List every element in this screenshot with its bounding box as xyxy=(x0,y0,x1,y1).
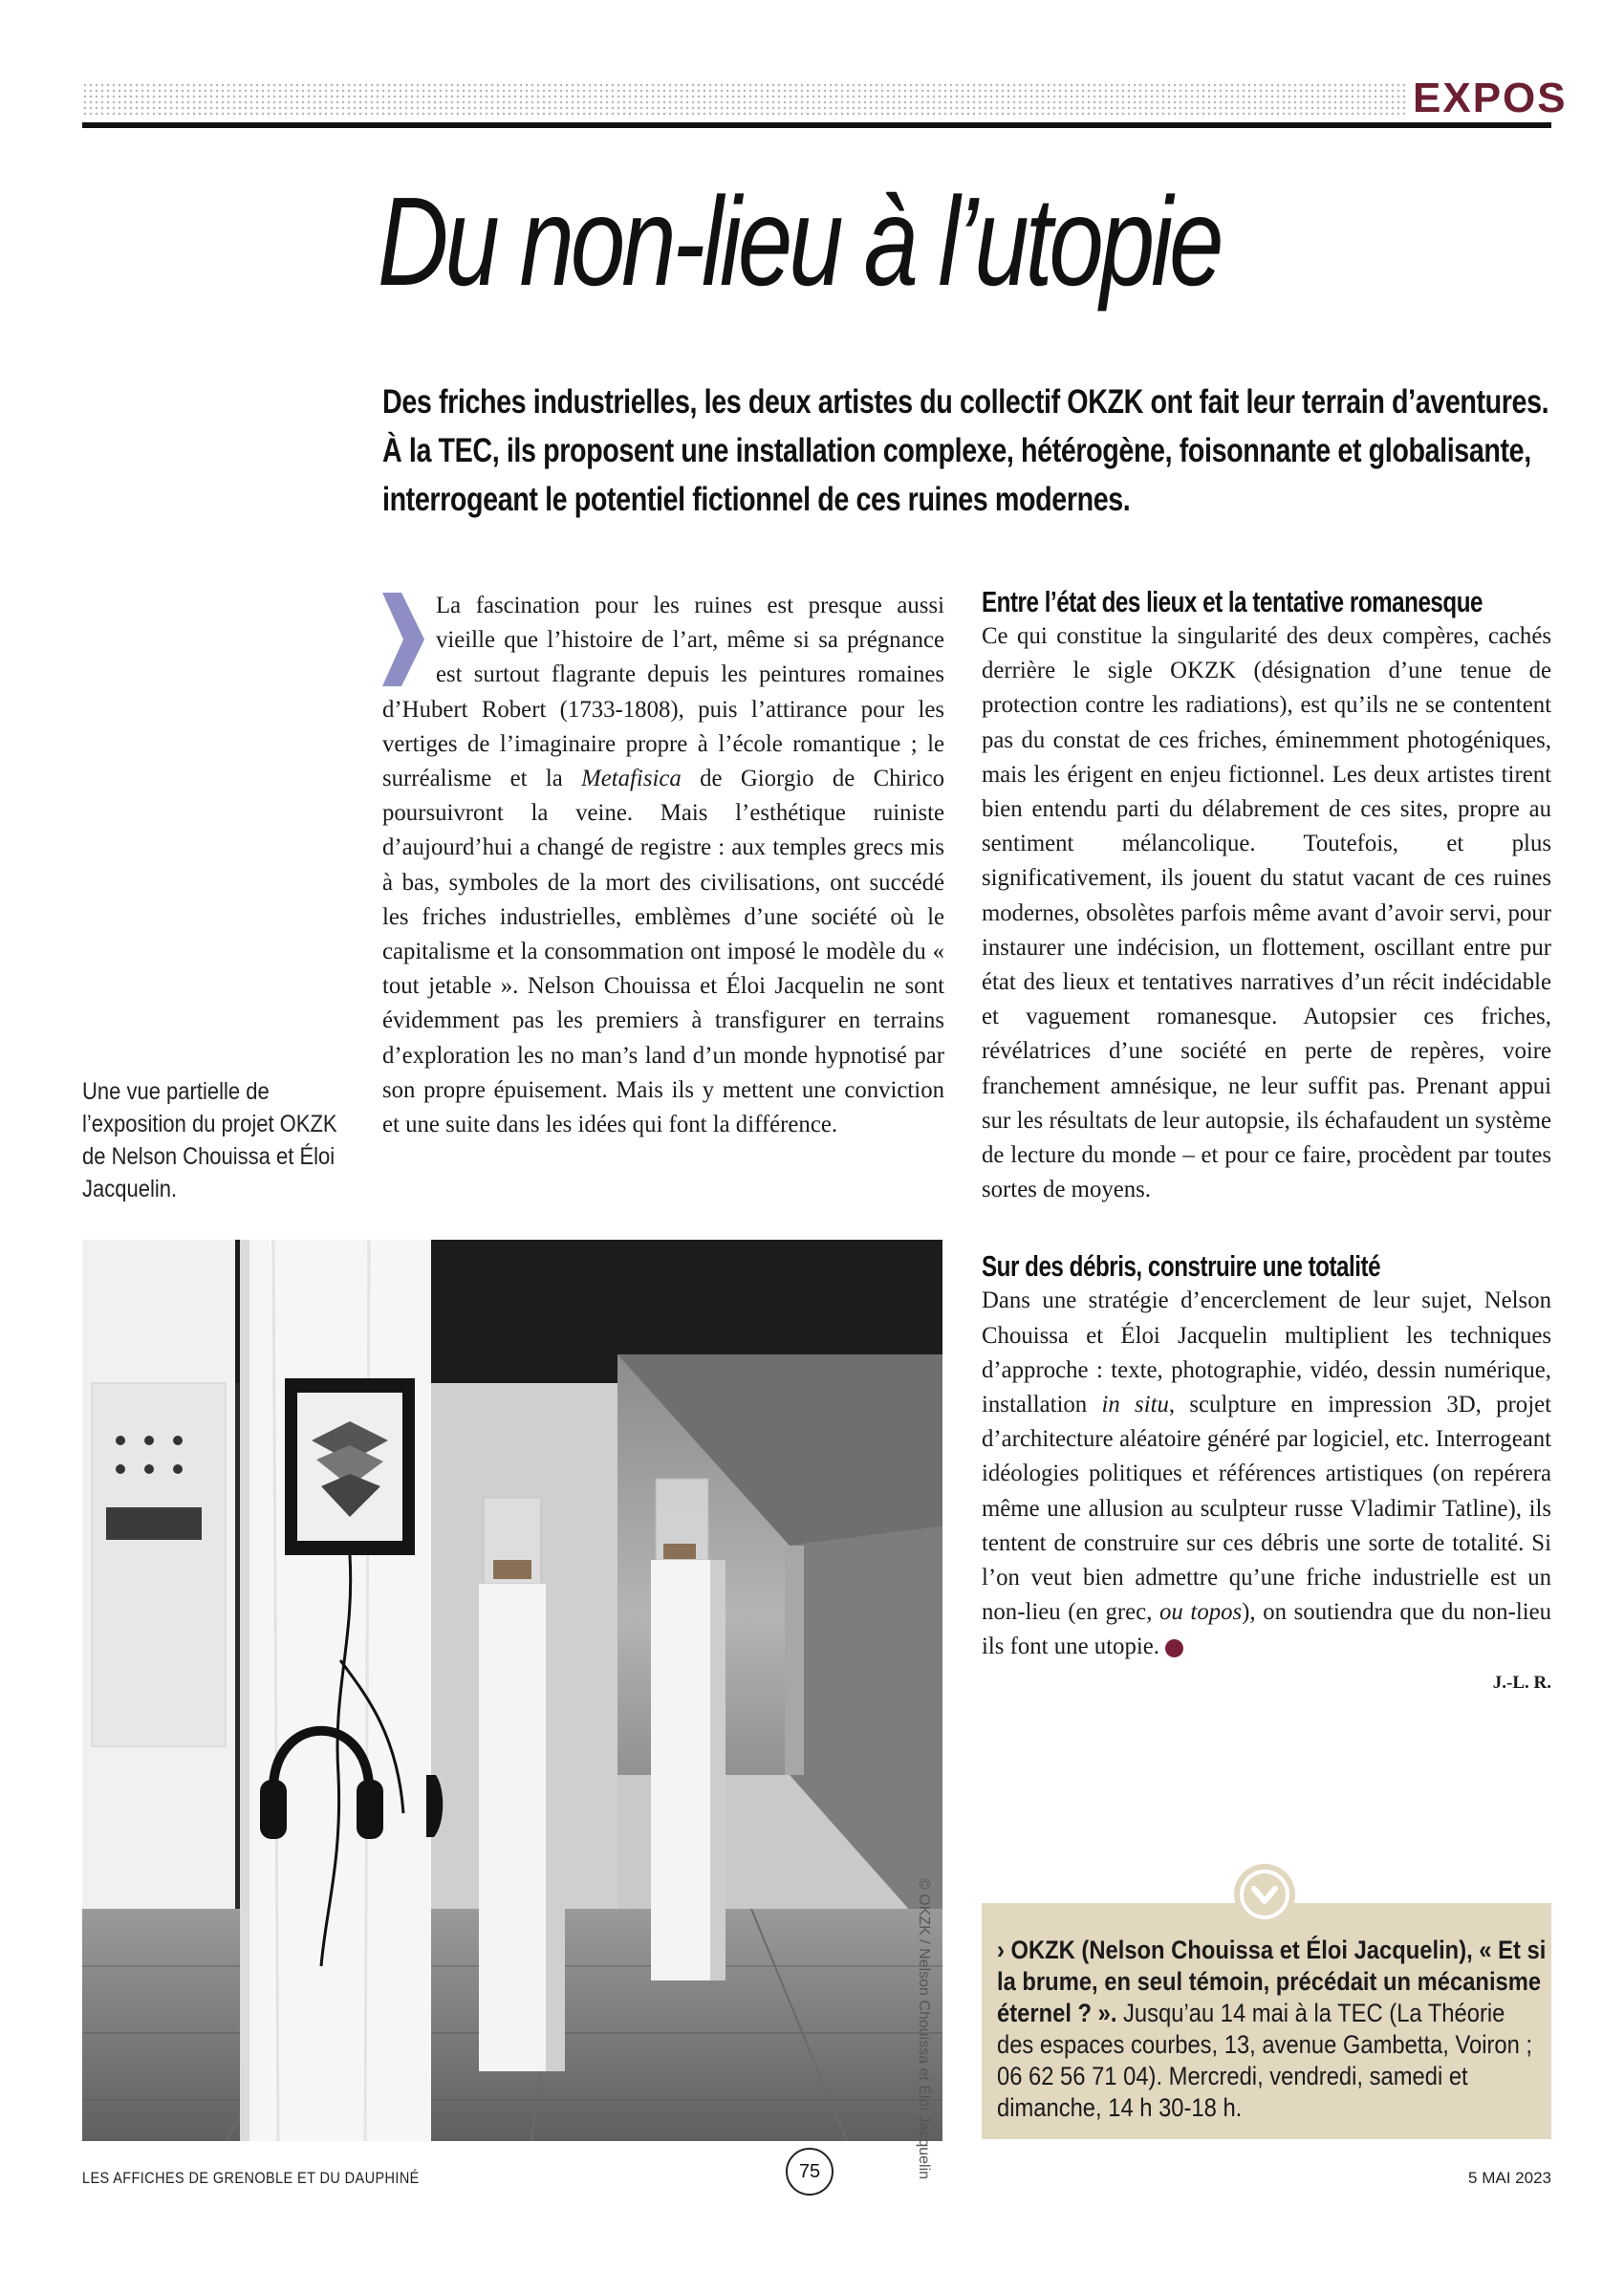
info-line: dimanche, 14 h 30-18 h. xyxy=(997,2093,1243,2122)
caption-line: Jacquelin. xyxy=(82,1176,178,1202)
info-box-text xyxy=(997,1935,1547,2124)
footer-publication: LES AFFICHES DE GRENOBLE ET DU DAUPHINÉ xyxy=(82,2169,420,2187)
info-line: › OKZK (Nelson Chouissa et Éloi Jacquelin), « Et si xyxy=(997,1936,1547,1964)
exhibition-photo-illustration xyxy=(82,1240,942,2141)
header-dotted-band xyxy=(82,82,1406,119)
lede-line: Des friches industrielles, les deux artistes du collectif OKZK ont fait leur terrain d’aventures. xyxy=(382,383,1549,421)
body-column-left xyxy=(382,589,944,1142)
footer-date: 5 MAI 2023 xyxy=(1468,2169,1551,2187)
section-label: EXPOS xyxy=(1413,75,1568,121)
subheading: Sur des débris, construire une totalité xyxy=(982,1249,1381,1284)
info-line: éternel ? ». Jusqu’au 14 mai à la TEC (La Théorie xyxy=(997,1999,1505,2027)
caption-line: l’exposition du projet OKZK xyxy=(82,1111,337,1137)
chevron-quote-icon xyxy=(382,593,424,686)
body-paragraph: La fascination pour les ruines est presque aussi vieille que l’histoire de l’art, même si sa prégnance est surtout flagrante depuis les peintures romaines d’Hubert Robert (1733-1808), puis l’attirance pour les vertiges de l’imaginaire propre à l’école romantique ; le surréalisme et la Metafisica de Giorgio de Chirico poursuivront la veine. Mais l’esthétique ruiniste d’aujourd’hui a changé de registre : aux temples grecs mis à bas, symboles de la mort des civilisations, ont succédé les friches industrielles, emblèmes d’une société où le capitalisme et la consommation ont imposé le modèle du « tout jetable ». Nelson Chouissa et Éloi Jacquelin ne sont évidemment pas les premiers à transfigurer en terrains d’exploration les no man’s land d’un monde hypnotisé par son propre épuisement. Mais ils y mettent une conviction et une suite dans les idées qui font la différence. xyxy=(382,593,944,1138)
lede-line: À la TEC, ils proposent une installation complexe, hétérogène, foisonnante et globalisante, xyxy=(382,432,1531,469)
photo-caption xyxy=(82,1075,337,1205)
info-line: des espaces courbes, 13, avenue Gambetta, Voiron ; xyxy=(997,2030,1533,2059)
photo-credit: © OKZK / Nelson Chouissa et Éloi Jacquelin xyxy=(916,1878,932,2180)
info-line: la brume, en seul témoin, précédait un mécanisme xyxy=(997,1967,1542,1996)
lede-line: interrogeant le potentiel fictionnel de ces ruines modernes. xyxy=(382,481,1131,518)
page-number: 75 xyxy=(786,2148,834,2196)
info-line: 06 62 56 71 04). Mercredi, vendredi, samedi et xyxy=(997,2062,1468,2090)
subheading: Entre l’état des lieux et la tentative romanesque xyxy=(982,585,1483,618)
article-lede xyxy=(382,378,1549,524)
article-title: Du non-lieu à l’utopie xyxy=(378,171,1221,312)
author-signature: J.-L. R. xyxy=(1492,1672,1551,1693)
body-column-right xyxy=(982,585,1551,1698)
body-paragraph: Dans une stratégie d’encerclement de leur sujet, Nelson Chouissa et Éloi Jacquelin multiplient les techniques d’approche : texte, photographie, vidéo, dessin numérique, installation in situ, sculpture en impression 3D, projet d’architecture aléatoire généré par logiciel, etc. Interrogeant idéologies politiques et références artistiques (on repérera même une allusion au sculpteur russe Vladimir Tatline), ils tentent de construire sur ces débris une sorte de totalité. Si l’on veut bien admettre qu’une friche industrielle est un non-lieu (en grec, ou topos), on soutiendra que du non-lieu ils font une utopie. xyxy=(982,1288,1552,1660)
end-mark-icon xyxy=(1165,1639,1183,1657)
caption-line: de Nelson Chouissa et Éloi xyxy=(82,1143,336,1170)
header-rule xyxy=(82,122,1551,128)
body-paragraph: Ce qui constitue la singularité des deux compères, cachés derrière le sigle OKZK (désignation d’une tenue de protection contre les radiations), est qu’ils ne se contentent pas du constat de ces friches, éminemment photogéniques, mais les érigent en enjeu fictionnel. Les deux artistes tirent bien entendu parti du délabrement de ces sites, propre au sentiment mélancolique. Toutefois, et plus significativement, ils jouent du statut vacant de ces ruines modernes, obsolètes parfois même avant d’avoir servi, pour instaurer une indécision, un flottement, oscillant entre pur état des lieux et tentatives narratives d’un récit indécidable et vaguement romanesque. Autopsier ces friches, révélatrices d’une société en perte de repères, voire franchement amnésique, ne leur suffit pas. Prenant appui sur les résultats de leur autopsie, ils échafaudent un système de lecture du monde – et pour ce faire, procèdent par toutes sortes de moyens. xyxy=(982,623,1551,1203)
exhibition-photo xyxy=(82,1240,942,2141)
caption-line: Une vue partielle de xyxy=(82,1078,270,1105)
info-chevron-icon xyxy=(1233,1863,1296,1926)
